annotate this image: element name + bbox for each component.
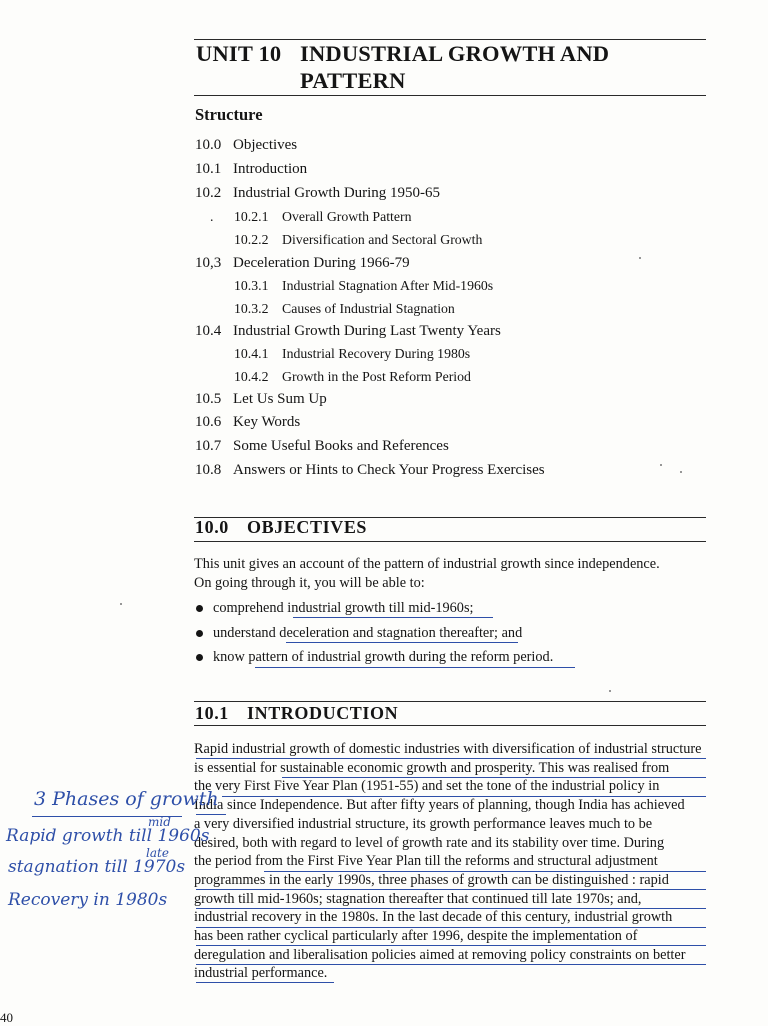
toc-item-10-8: 10.8 Answers or Hints to Check Your Progress Exercises [195, 462, 545, 478]
toc-item-10-3-1: 10.3.1 Industrial Stagnation After Mid-1960s [234, 278, 494, 293]
toc-item-10-2: 10.2 Industrial Growth During 1950-65 [195, 185, 441, 201]
margin-note-line1: Rapid growth till 1960s [6, 826, 210, 846]
intro-rule-bottom [194, 725, 706, 726]
pen-underline [264, 871, 706, 872]
unit-title-line1: INDUSTRIAL GROWTH AND [300, 41, 610, 66]
toc-item-10-2-1: . 10.2.1 Overall Growth Pattern [210, 209, 412, 224]
page-number: 40 [0, 1010, 13, 1025]
bullet-icon [196, 654, 203, 661]
toc-item-10-0: 10.0 Objectives [195, 137, 298, 153]
bullet-icon [196, 630, 203, 637]
toc-item-10-2-2: 10.2.2 Diversification and Sectoral Growth [234, 232, 483, 247]
intro-rule-top [194, 701, 706, 702]
objectives-intro-line2: On going through it, you will be able to: [194, 574, 425, 591]
unit-title-line2: PATTERN [300, 68, 406, 93]
pen-underline [196, 982, 334, 983]
list-item: understand deceleration and stagnation thereafter; and [194, 621, 710, 646]
scan-speck [639, 257, 641, 259]
introduction-paragraph: Rapid industrial growth of domestic industries with diversification of industrial structure is essential for sustainable economic growth and prosperity. This was realised from the very First Five Year Plan (1951-55) and set the tone of the industrial policy in India since Independence. But after fifty years of planning, though India has achieved a very diversified industrial structure, its growth performance leaves much to be desired, both with regard to level of growth rate and its stability over time. During the period from the First Five Year Plan till the reforms and structural adjustment programmes in the early 1990s, three phases of growth can be distinguished : rapid growth till mid-1960s; stagnation thereafter that continued till late 1970s; and, industrial recovery in the 1980s. In the last decade of this century, industrial growth has been rather cyclical particularly after 1996, despite the implementation of deregulation and liberalisation policies aimed at removing policy constraints on better industrial performance. [194, 741, 702, 982]
toc-item-10-4-2: 10.4.2 Growth in the Post Reform Period [234, 369, 471, 384]
pen-underline [286, 642, 518, 643]
pen-underline [222, 796, 706, 797]
margin-note-insert-mid: mid [148, 815, 171, 829]
list-item: comprehend industrial growth till mid-1960s; [194, 596, 710, 621]
unit-number: UNIT 10 [196, 41, 282, 66]
toc-item-10-4-1: 10.4.1 Industrial Recovery During 1980s [234, 346, 471, 361]
objectives-intro-line1: This unit gives an account of the pattern of industrial growth since independence. [194, 556, 660, 572]
pen-underline [196, 927, 706, 928]
objectives-heading: 10.0 OBJECTIVES [195, 517, 368, 537]
bullet-icon [196, 605, 203, 612]
pen-underline [255, 667, 575, 668]
objectives-list [194, 596, 710, 670]
margin-note-line2: stagnation till 1970s [8, 857, 186, 877]
toc-item-10-6: 10.6 Key Words [195, 414, 301, 430]
pen-underline [293, 617, 493, 618]
title-rule [194, 95, 706, 96]
scan-speck [680, 471, 682, 473]
toc-item-10-4: 10.4 Industrial Growth During Last Twenty Years [195, 323, 501, 339]
objectives-rule-bottom [194, 541, 706, 542]
margin-note-insert-late: late [146, 846, 169, 860]
scan-speck [609, 690, 611, 692]
structure-heading: Structure [195, 105, 263, 124]
toc-item-10-1: 10.1 Introduction [195, 161, 308, 177]
pen-underline [282, 777, 706, 778]
toc-item-10-3: 10,3 Deceleration During 1966-79 [195, 255, 410, 271]
toc-item-10-5: 10.5 Let Us Sum Up [195, 391, 327, 407]
unit-title [196, 40, 716, 94]
pen-underline [196, 908, 706, 909]
margin-note-line3: Recovery in 1980s [8, 890, 168, 910]
pen-underline [196, 945, 706, 946]
margin-note-heading: 3 Phases of growth [34, 788, 219, 810]
list-item: know pattern of industrial growth during the reform period. [194, 645, 710, 670]
objectives-intro [194, 555, 710, 592]
scan-speck [660, 464, 662, 466]
scan-speck [120, 603, 122, 605]
introduction-heading: 10.1 INTRODUCTION [195, 703, 399, 723]
pen-underline [196, 758, 706, 759]
toc-item-10-3-2: 10.3.2 Causes of Industrial Stagnation [234, 301, 455, 316]
toc-item-10-7: 10.7 Some Useful Books and References [195, 438, 449, 454]
pen-underline [196, 814, 226, 815]
pen-underline [196, 889, 706, 890]
pen-underline [196, 964, 706, 965]
